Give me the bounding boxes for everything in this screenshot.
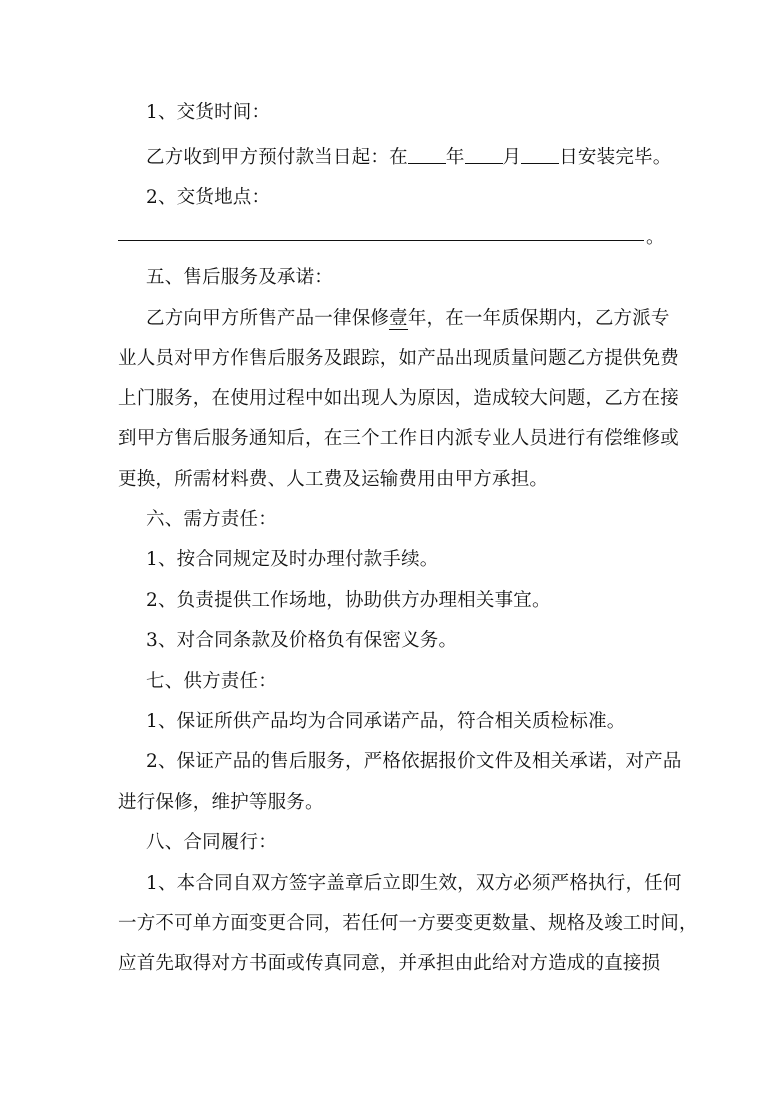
delivery-place-heading: 2、交货地点： (146, 187, 271, 208)
section5-line1-before: 乙方向甲方所售产品一律保修 (146, 308, 390, 329)
section5-line5: 更换，所需材料费、人工费及运输费用由甲方承担。 (118, 469, 549, 490)
delivery-time-heading: 1、交货时间： (146, 102, 271, 123)
section7-item1: 1、保证所供产品均为合同承诺产品，符合相关质检标准。 (146, 711, 626, 732)
day-suffix: 日安装完毕。 (559, 147, 672, 168)
section6-item2: 2、负责提供工作场地，协助供方办理相关事宜。 (146, 590, 551, 611)
section7-item2-line2: 进行保修，维护等服务。 (118, 792, 324, 813)
year-label: 年 (445, 147, 465, 168)
section6-heading: 六、需方责任： (146, 509, 277, 530)
section8-item1-line1: 1、本合同自双方签字盖章后立即生效，双方必须严格执行，任何 (146, 873, 682, 894)
section7-heading: 七、供方责任： (146, 671, 277, 692)
section5-line1-after: 年，在一年质保期内，乙方派专 (407, 308, 670, 329)
section5-line2: 业人员对甲方作售后服务及跟踪，如产品出现质量问题乙方提供免费 (118, 348, 680, 369)
section8-item1-line3: 应首先取得对方书面或传真同意，并承担由此给对方造成的直接损 (118, 953, 661, 974)
section6-item3: 3、对合同条款及价格负有保密义务。 (146, 630, 458, 651)
section8-item1-line2: 一方不可单方面变更合同，若任何一方要变更数量、规格及竣工时间， (118, 913, 698, 934)
section5-line1 (146, 307, 670, 331)
section5-line3: 上门服务，在使用过程中如出现人为原因，造成较大问题，乙方在接 (118, 388, 680, 409)
section7-item2-line1: 2、保证产品的售后服务，严格依据报价文件及相关承诺，对产品 (146, 751, 682, 772)
section8-heading: 八、合同履行： (146, 832, 277, 853)
month-blank (465, 145, 503, 164)
day-blank (521, 145, 559, 164)
delivery-place-blank-line (118, 240, 644, 241)
delivery-time-text (146, 145, 672, 170)
section5-line4: 到甲方售后服务通知后，在三个工作日内派专业人员进行有偿维修或 (118, 428, 680, 449)
warranty-years-underlined: 壹 (389, 308, 408, 329)
section6-item1: 1、按合同规定及时办理付款手续。 (146, 549, 439, 570)
section5-heading: 五、售后服务及承诺： (146, 267, 334, 288)
delivery-place-end: 。 (646, 227, 665, 248)
delivery-time-prefix: 乙方收到甲方预付款当日起：在 (146, 147, 408, 168)
month-label: 月 (502, 147, 522, 168)
year-blank (408, 145, 446, 164)
